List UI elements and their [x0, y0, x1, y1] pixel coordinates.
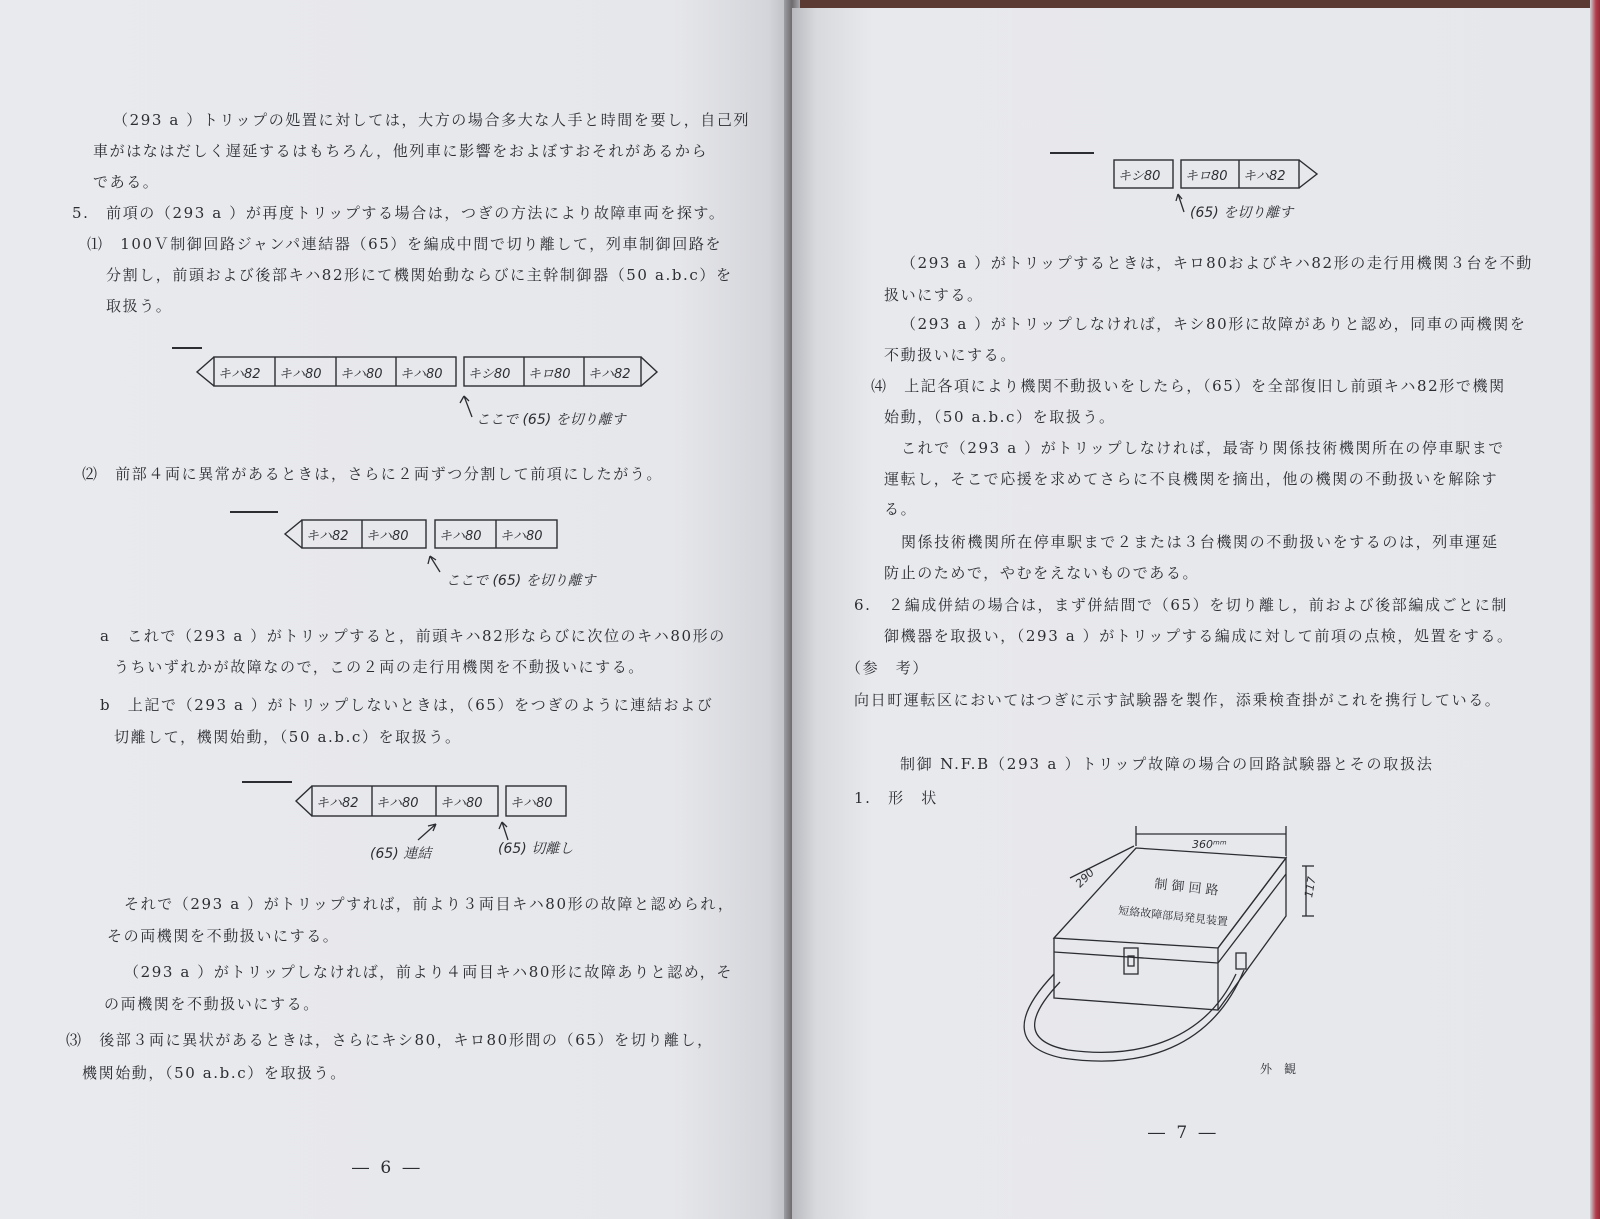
paragraph-line: （293 a ）がトリップしなければ，前より４両目キハ80形に故障ありと認め，そ	[124, 963, 733, 981]
paragraph-line: 扱いにする。	[884, 286, 984, 304]
paragraph-line: 車がはなはだしく遅延するはもちろん，他列車に影響をおよぼすおそれがあるから	[93, 142, 709, 160]
paragraph-line: 取扱う。	[106, 297, 173, 315]
paragraph-line: 不動扱いにする。	[884, 346, 1017, 364]
cut-note: ここで (65) を切り離す	[476, 412, 626, 428]
page-number: ― 6 ―	[352, 1158, 423, 1178]
dimension-width: 360ᵐᵐ	[1192, 838, 1227, 851]
car-label: キハ80	[366, 529, 409, 544]
right-page	[792, 8, 1592, 1219]
page-number: ― 7 ―	[1148, 1123, 1219, 1143]
paragraph-line: （293 a ）がトリップするときは，キロ80およびキハ82形の走行用機関３台を不動	[901, 254, 1533, 272]
car-label: キシ80	[468, 367, 511, 382]
paragraph-line: b 上記で（293 a ）がトリップしないときは，（65）をつぎのように連結および	[100, 696, 714, 714]
reference-label: （参 考）	[846, 659, 930, 677]
car-label: キハ80	[279, 367, 322, 382]
connect-note: (65) 連結	[370, 846, 432, 862]
paragraph-line: 機関始動，（50 a.b.c）を取扱う。	[82, 1064, 347, 1082]
car-label: キハ80	[340, 367, 383, 382]
paragraph-line: （293 a ）がトリップしなければ，キシ80形に故障がありと認め，同車の両機関を	[901, 315, 1527, 333]
paragraph-line: これで（293 a ）がトリップしなければ，最寄り関係技術機関所在の停車駅まで	[901, 439, 1505, 457]
subheading: 1. 形 状	[854, 789, 938, 807]
paragraph-line: である。	[93, 173, 160, 191]
paragraph-line: の両機関を不動扱いにする。	[104, 995, 320, 1013]
paragraph-line: 防止のためで，やむをえないものである。	[884, 564, 1200, 582]
car-label: キハ82	[1243, 169, 1286, 184]
paragraph-line: 切離して，機関始動，（50 a.b.c）を取扱う。	[114, 728, 462, 746]
car-label: キハ82	[306, 529, 349, 544]
car-label: キハ82	[316, 796, 359, 811]
paragraph-line: a これで（293 a ）がトリップすると，前頭キハ82形ならびに次位のキハ80形の	[100, 627, 726, 645]
car-label: キシ80	[1118, 169, 1161, 184]
paragraph-line: 関係技術機関所在停車駅まで２または３台機関の不動扱いをするのは，列車運延	[901, 533, 1499, 551]
paragraph-line: 5. 前項の（293 a ）が再度トリップする場合は，つぎの方法により故障車両を探す。	[72, 204, 726, 222]
paragraph-line: 御機器を取扱い，（293 a ）がトリップする編成に対して前項の点検，処置をする。	[884, 627, 1514, 645]
car-label: キロ80	[1185, 169, 1228, 184]
paragraph-line: （293 a ）トリップの処置に対しては，大方の場合多大な人手と時間を要し，自己列	[113, 111, 751, 129]
lid-label: 短絡故障部局発見装置	[1117, 904, 1229, 929]
car-label: キハ80	[439, 529, 482, 544]
car-label: キハ80	[376, 796, 419, 811]
lid-label: 制 御 回 路	[1153, 877, 1220, 899]
cut-note: ここで (65) を切り離す	[446, 573, 596, 589]
paragraph-line: 始動，（50 a.b.c）を取扱う。	[884, 408, 1116, 426]
paragraph-line: ⑴ 100Ｖ制御回路ジャンパ連結器（65）を編成中間で切り離して，列車制御回路を	[87, 235, 723, 253]
cut-note: (65) を切り離す	[1190, 205, 1294, 221]
car-label: キハ82	[218, 367, 261, 382]
dimension-height: 117	[1302, 875, 1319, 899]
car-label: キハ80	[510, 796, 553, 811]
paragraph-line: 運転し，そこで応援を求めてさらに不良機関を摘出，他の機関の不動扱いを解除す	[884, 470, 1499, 488]
paragraph-line: 6. ２編成併結の場合は，まず併結間で（65）を切り離し，前および後部編成ごとに制	[854, 596, 1509, 614]
dimension-depth: 290	[1072, 866, 1097, 891]
book-cover-edge	[1590, 0, 1600, 1219]
tester-box-illustration	[792, 8, 1592, 1219]
paragraph-line: 分割し，前頭および後部キハ82形にて機関始動ならびに主幹制御器（50 a.b.c）を	[106, 266, 733, 284]
car-label: キハ80	[400, 367, 443, 382]
paragraph-line: 向日町運転区においてはつぎに示す試験器を製作，添乗検査掛がこれを携行している。	[854, 691, 1502, 709]
paragraph-line: ⑵ 前部４両に異常があるときは，さらに２両ずつ分割して前項にしたがう。	[82, 465, 664, 483]
paragraph-line: る。	[884, 500, 918, 518]
cut-note: (65) 切離し	[498, 841, 574, 857]
paragraph-line: ⑶ 後部３両に異状があるときは，さらにキシ80，キロ80形間の（65）を切り離し，	[66, 1031, 714, 1049]
left-page	[0, 0, 792, 1219]
car-label: キハ80	[440, 796, 483, 811]
paragraph-line: その両機関を不動扱いにする。	[107, 927, 340, 945]
paragraph-line: それで（293 a ）がトリップすれば，前より３両目キハ80形の故障と認められ，	[124, 895, 735, 913]
car-label: キハ80	[500, 529, 543, 544]
section-heading: 制御 N.F.B（293 a ）トリップ故障の場合の回路試験器とその取扱法	[900, 755, 1434, 773]
paragraph-line: うちいずれかが故障なので，この２両の走行用機関を不動扱いにする。	[114, 658, 645, 676]
car-label: キハ82	[588, 367, 631, 382]
figure-caption: 外 観	[1260, 1062, 1297, 1076]
car-label: キロ80	[528, 367, 571, 382]
paragraph-line: ⑷ 上記各項により機関不動扱いをしたら，（65）を全部復旧し前頭キハ82形で機関	[871, 377, 1506, 395]
